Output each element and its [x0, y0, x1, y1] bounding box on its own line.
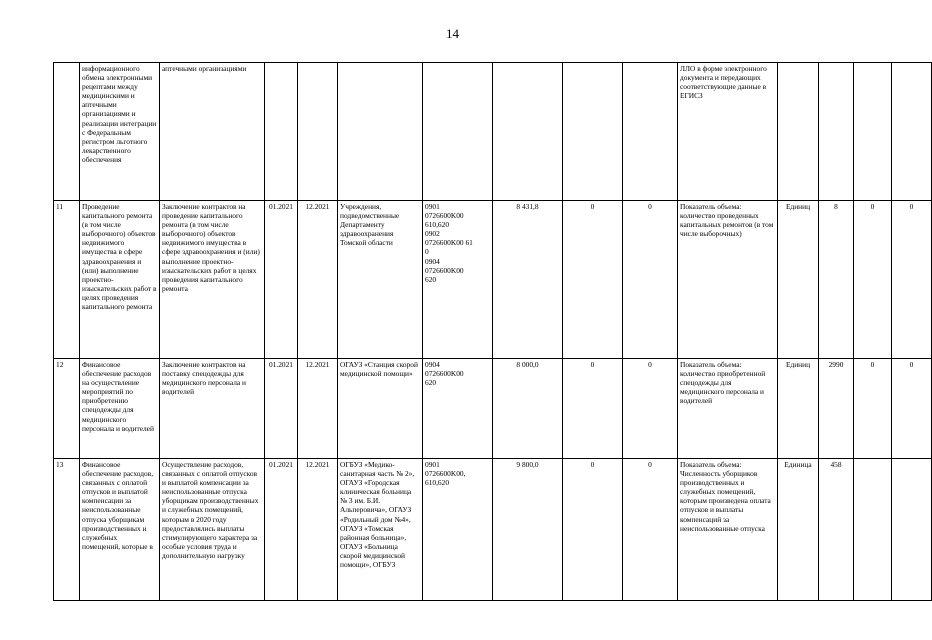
cell-executor [338, 359, 423, 459]
cell-v2 [623, 63, 678, 201]
cell-v1 [563, 459, 623, 601]
cell-text: Заключение контрактов на проведение капитального ремонта (в том числе выборочного) объектов недвижимого имущества в сфере здравоохранения и (или) выполнение проектно-изыскательских работ в целях проведения капитального ремонта [162, 202, 260, 293]
cell-text: Единица [784, 460, 812, 469]
cell-start [265, 359, 298, 459]
cell-v2 [623, 459, 678, 601]
cell-q1 [819, 359, 854, 459]
cell-text: 13 [56, 460, 64, 469]
table-row [54, 63, 932, 201]
cell-q3 [892, 359, 932, 459]
cell-kbk [423, 63, 493, 201]
cell-v1 [563, 201, 623, 359]
cell-text: 01.2021 [268, 460, 294, 469]
cell-text: 0 [590, 460, 595, 469]
cell-text: Проведение капитального ремонта (в том числе выборочного) объектов недвижимого имущества в сфере здравоохранения и (или) выполнение проектно-изыскательских работ в целях проведения капитального ремонта [82, 202, 157, 312]
cell-text: информационного обмена электронными рецептами между медицинскими и аптечными организациями и реализации интеграции с Федеральным регистром льготного лекарственного обеспечения [82, 64, 157, 164]
cell-amount [493, 359, 563, 459]
cell-q2 [854, 459, 892, 601]
cell-kbk [423, 359, 493, 459]
cell-name [80, 63, 160, 201]
cell-text: Показатель объема: Численность уборщиков производственных и служебных помещений, которым произведена оплата отпусков и выплаты компенсаций за неиспользованные отпуска [680, 460, 771, 533]
cell-q2 [854, 63, 892, 201]
cell-amount [493, 201, 563, 359]
cell-kbk [423, 459, 493, 601]
cell-q2 [854, 359, 892, 459]
cell-v1 [563, 359, 623, 459]
cell-q2 [854, 201, 892, 359]
cell-text: Единиц [785, 202, 811, 211]
cell-name [80, 201, 160, 359]
cell-text: 0 [870, 360, 875, 369]
table-row [54, 459, 932, 601]
cell-text: 8 431,8 [516, 202, 539, 211]
cell-num [54, 201, 80, 359]
cell-text: Осуществление расходов, связанных с оплатой отпусков и выплатой компенсации за неиспользованные отпуска уборщикам производственных и служебных помещений, которым в 2020 году предоставлялись выплаты стимулирующего характера за особые условия труда и дополнительную нагрузку [162, 460, 259, 560]
cell-q1 [819, 63, 854, 201]
cell-num [54, 359, 80, 459]
cell-name [80, 359, 160, 459]
cell-text: Заключение контрактов на поставку спецодежды для медицинского персонала и водителей [162, 360, 246, 397]
cell-text: 0901 0726600K00, 610,620 [425, 460, 466, 488]
cell-indicator [678, 201, 778, 359]
cell-text: 9 800,0 [516, 460, 539, 469]
cell-executor [338, 201, 423, 359]
cell-end [298, 63, 338, 201]
cell-text: 2990 [828, 360, 844, 369]
cell-amount [493, 63, 563, 201]
cell-start [265, 63, 298, 201]
cell-unit [778, 359, 819, 459]
cell-end [298, 459, 338, 601]
cell-text: 0 [909, 202, 914, 211]
cell-text: 0901 0726600K00 610,620 0902 0726600K00 61 0 0904 0726600K00 620 [425, 202, 473, 284]
cell-text: 8 000,0 [516, 360, 539, 369]
cell-text: 11 [56, 202, 64, 211]
cell-text: Финансовое обеспечение расходов на осуществление мероприятий по приобретению спецодежды для медицинского персонала и водителей [82, 360, 154, 433]
cell-executor [338, 459, 423, 601]
table-row [54, 201, 932, 359]
cell-text: Единиц [785, 360, 811, 369]
cell-text: ОГАУЗ «Станция скорой медицинской помощи» [340, 360, 418, 379]
cell-indicator [678, 63, 778, 201]
cell-text: 12.2021 [305, 360, 330, 369]
cell-text: 0 [870, 202, 875, 211]
cell-description [160, 359, 265, 459]
cell-description [160, 459, 265, 601]
cell-amount [493, 459, 563, 601]
cell-text: 458 [830, 460, 842, 469]
cell-start [265, 459, 298, 601]
cell-text: 0904 0726600K00 620 [425, 360, 464, 388]
cell-text: 12.2021 [305, 202, 330, 211]
cell-indicator [678, 459, 778, 601]
cell-text: ЛЛО в форме электронного документа и передающих соответствующие данные в ЕГИСЗ [680, 64, 767, 101]
cell-text: ОГБУЗ «Медико-санитарная часть № 2», ОГАУЗ «Городская клиническая больница № 3 им. Б.И. Альперовича», ОГАУЗ «Родильный дом №4», ОГАУЗ «Томская районная больница», ОГАУЗ «Больница скорой медицинской помощи», ОГБУЗ [340, 460, 415, 570]
cell-end [298, 359, 338, 459]
program-activities-table [53, 62, 932, 601]
cell-q3 [892, 459, 932, 601]
table-row [54, 359, 932, 459]
cell-text: аптечными организациями [162, 64, 247, 73]
cell-unit [778, 459, 819, 601]
cell-v1 [563, 63, 623, 201]
cell-q1 [819, 459, 854, 601]
cell-text: 12 [56, 360, 64, 369]
cell-text: Показатель объема: количество приобретенной спецодежды для медицинского персонала и водителей [680, 360, 766, 406]
cell-description [160, 201, 265, 359]
cell-num [54, 459, 80, 601]
cell-text: 0 [648, 460, 652, 469]
cell-text: 8 [834, 202, 838, 211]
cell-v2 [623, 359, 678, 459]
cell-text: 0 [590, 202, 595, 211]
cell-unit [778, 63, 819, 201]
cell-start [265, 201, 298, 359]
cell-text: 0 [648, 202, 652, 211]
cell-unit [778, 201, 819, 359]
cell-name [80, 459, 160, 601]
cell-text: Показатель объема: количество проведенных капитальных ремонтов (в том числе выборочных) [680, 202, 774, 239]
cell-text: 01.2021 [268, 202, 294, 211]
cell-text: 0 [648, 360, 652, 369]
cell-text: Учреждения, подведомственные Департаменту здравоохранения Томской области [340, 202, 400, 248]
cell-q3 [892, 201, 932, 359]
cell-q3 [892, 63, 932, 201]
cell-q1 [819, 201, 854, 359]
cell-text: Финансовое обеспечение расходов, связанных с оплатой отпусков и выплатой компенсации за неиспользованные отпуска уборщикам производственных и служебных помещений, которые в [82, 460, 154, 551]
cell-text: 0 [909, 360, 914, 369]
cell-text: 01.2021 [268, 360, 294, 369]
cell-text: 12.2021 [305, 460, 330, 469]
cell-num [54, 63, 80, 201]
cell-description [160, 63, 265, 201]
cell-end [298, 201, 338, 359]
cell-v2 [623, 201, 678, 359]
cell-text: 0 [590, 360, 595, 369]
cell-executor [338, 63, 423, 201]
page-number: 14 [446, 26, 459, 41]
cell-kbk [423, 201, 493, 359]
cell-indicator [678, 359, 778, 459]
